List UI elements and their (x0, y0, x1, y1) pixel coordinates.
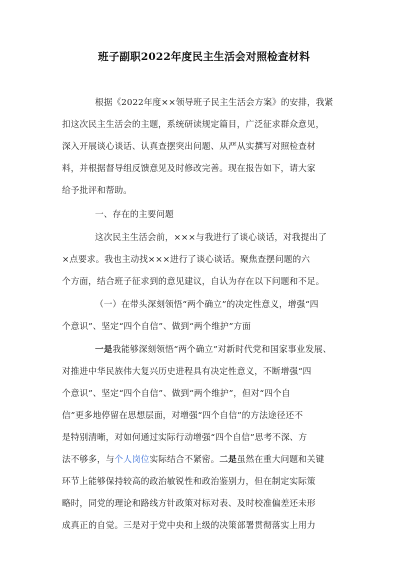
paragraph-line: 给予批评和帮助。 (62, 186, 132, 196)
paragraph-line (95, 345, 331, 356)
paragraph-line: 信”更多地停留在思想层面，对增强“四个自信”的方法途径还不 (62, 411, 303, 421)
paragraph-line: 根据《2022年度××领导班子民主生活会方案》的安排，我紧 (95, 98, 334, 108)
subsection-heading-cont: 个意识”、坚定“四个自信”、做到“两个维护”方面 (62, 322, 251, 332)
paragraph-line: ×点要求。我也主动找×××进行了谈心谈话。聚焦查摆问题的六 (62, 255, 310, 265)
paragraph-line: 成真正的自觉。三是对于党中央和上级的决策部署贯彻落实上用力 (62, 521, 316, 531)
paragraph-line: 料，并根据督导组反馈意见及时修改完善。现在报告如下，请大家 (62, 164, 316, 174)
paragraph-text: 虽然在重大问题和关键 (236, 455, 325, 465)
paragraph-line: 个意识”、坚定“四个自信”、做到“两个维护”，但对“四个自 (62, 389, 291, 399)
paragraph-line: 对推进中华民族伟大复兴历史进程具有决定性意义，不断增强“四 (62, 367, 312, 377)
paragraph-line: 是特别清晰，对如何通过实际行动增强“四个自信”思考不深、方 (62, 433, 308, 443)
paragraph-line: 略时，同党的理论和路线方针政策对标对表、及时校准偏差还未形 (62, 499, 316, 509)
emphasis-text: 二是 (219, 455, 237, 465)
paragraph-line: 环节上能够保持较高的政治敏锐性和政治鉴别力，但在制定实际策 (62, 477, 316, 487)
document-title: 班子副职2022年度民主生活会对照检查材料 (98, 51, 310, 63)
subsection-heading: （一）在带头深刻领悟“两个确立”的决定性意义，增强“四 (95, 300, 319, 310)
section-heading: 一、存在的主要问题 (95, 210, 174, 220)
paragraph-line: 这次民主生活会前，×××与我进行了谈心谈话，对我提出了 (95, 233, 327, 243)
paragraph-text: 法不够多，与 (62, 455, 115, 465)
paragraph-line: 扣这次民主生活会的主题，系统研读规定篇目，广泛征求群众意见， (62, 120, 325, 130)
inline-link[interactable]: 个人岗位 (114, 455, 150, 465)
paragraph-text: 实际结合不紧密。 (149, 455, 220, 465)
emphasis-text: 一是 (95, 345, 113, 355)
paragraph-line (62, 455, 324, 466)
paragraph-text: 我能够深刻领悟“两个确立”对新时代党和国家事业发展、 (112, 345, 332, 355)
paragraph-line: 深入开展谈心谈话、认真查摆突出问题、从严从实撰写对照检查材 (62, 142, 316, 152)
paragraph-line: 个方面，结合班子征求到的意见建议，自认为存在以下问题和不足。 (62, 277, 325, 287)
